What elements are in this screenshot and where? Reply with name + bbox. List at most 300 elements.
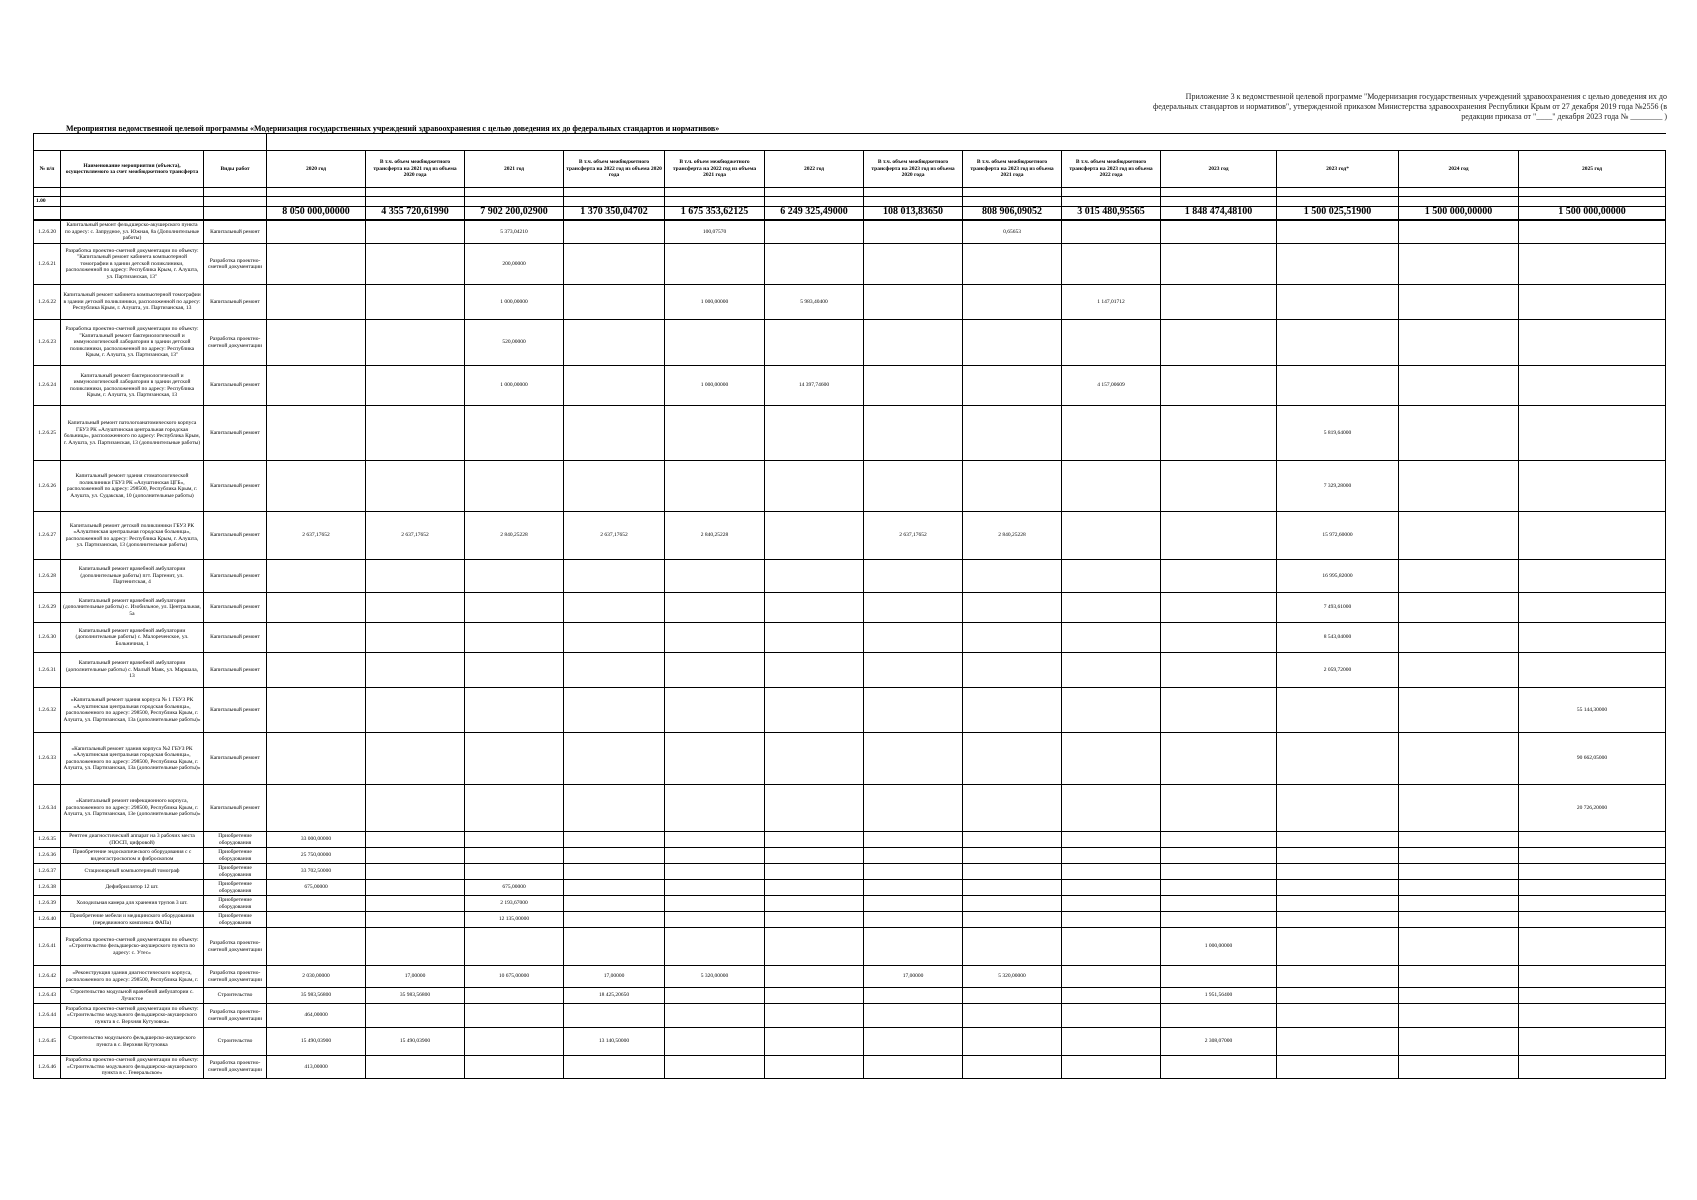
row-value xyxy=(1161,864,1277,880)
row-value: 0,65653 xyxy=(963,220,1062,244)
row-value xyxy=(564,848,665,864)
row-number: 1.2.6.29 xyxy=(34,593,61,623)
row-value xyxy=(963,896,1062,912)
row-value xyxy=(864,912,963,928)
row-value xyxy=(765,896,864,912)
total-2023-from-2020: 108 013,83650 xyxy=(864,206,963,220)
row-value xyxy=(665,864,765,880)
row-value xyxy=(1519,406,1666,461)
row-number: 1.2.6.36 xyxy=(34,848,61,864)
row-value xyxy=(1399,1056,1519,1079)
row-value: 464,00000 xyxy=(267,1004,366,1028)
row-value xyxy=(1161,560,1277,593)
row-value xyxy=(1062,623,1161,653)
row-value xyxy=(1277,366,1399,406)
row-work-type: Капитальный ремонт xyxy=(204,366,267,406)
row-value xyxy=(1161,244,1277,285)
row-work-type: Капитальный ремонт xyxy=(204,406,267,461)
row-name: Приобретение эндоскопического оборудования с с видеогастроскопом и фиброскопом xyxy=(61,848,204,864)
row-value xyxy=(1399,320,1519,366)
row-number: 1.2.6.46 xyxy=(34,1056,61,1079)
row-value xyxy=(267,366,366,406)
row-value xyxy=(1399,366,1519,406)
row-value xyxy=(366,653,465,688)
row-value: 2 059,72000 xyxy=(1277,653,1399,688)
row-value xyxy=(765,966,864,988)
row-value xyxy=(1277,244,1399,285)
row-value xyxy=(366,623,465,653)
row-value xyxy=(564,864,665,880)
row-value xyxy=(963,832,1062,848)
row-value xyxy=(1519,320,1666,366)
row-value xyxy=(465,560,564,593)
row-value xyxy=(1399,1028,1519,1056)
blank-row xyxy=(34,188,1666,197)
row-value xyxy=(267,560,366,593)
row-value xyxy=(1161,593,1277,623)
row-value xyxy=(1399,966,1519,988)
row-number: 1.2.6.44 xyxy=(34,1004,61,1028)
row-value: 4 157,00609 xyxy=(1062,366,1161,406)
row-value xyxy=(1519,966,1666,988)
row-value: 5 373,04210 xyxy=(465,220,564,244)
table-row xyxy=(34,366,1666,406)
row-value xyxy=(665,560,765,593)
row-value xyxy=(665,244,765,285)
row-value xyxy=(564,688,665,733)
row-value: 2 637,17652 xyxy=(267,512,366,560)
row-value: 5 983,40400 xyxy=(765,285,864,320)
row-value xyxy=(1399,928,1519,966)
table-row xyxy=(34,912,1666,928)
row-value xyxy=(1161,406,1277,461)
row-value: 55 144,30000 xyxy=(1519,688,1666,733)
row-value xyxy=(864,244,963,285)
row-value xyxy=(564,461,665,512)
row-value xyxy=(366,406,465,461)
row-work-type: Капитальный ремонт xyxy=(204,220,267,244)
row-value xyxy=(465,461,564,512)
row-value xyxy=(1277,928,1399,966)
row-value xyxy=(366,461,465,512)
row-value xyxy=(1519,988,1666,1004)
row-value xyxy=(1161,1004,1277,1028)
row-value: 18 425,20650 xyxy=(564,988,665,1004)
row-value xyxy=(1161,848,1277,864)
row-value xyxy=(564,406,665,461)
col-2025: 2025 год xyxy=(1519,151,1666,188)
row-work-type: Капитальный ремонт xyxy=(204,285,267,320)
row-value xyxy=(1519,653,1666,688)
row-value: 2 030,00000 xyxy=(267,966,366,988)
row-number: 1.2.6.25 xyxy=(34,406,61,461)
document-title: Мероприятия ведомственной целевой программы «Модернизация государственных учреждений здравоохранения с целью доведения их до федеральных стандартов и нормативов» xyxy=(66,124,720,133)
total-2020: 8 050 000,00000 xyxy=(267,206,366,220)
row-name: Приобретение мебели и медицинского оборудования (передвижного комплекса ФАПа) xyxy=(61,912,204,928)
row-work-type: Разработка проектно-сметной документации xyxy=(204,928,267,966)
row-value xyxy=(963,320,1062,366)
row-value xyxy=(1062,966,1161,988)
row-value xyxy=(1519,461,1666,512)
row-value: 7 329,28000 xyxy=(1277,461,1399,512)
row-value xyxy=(1519,1056,1666,1079)
row-value xyxy=(1399,848,1519,864)
row-value: 1 000,00000 xyxy=(465,366,564,406)
row-work-type: Приобретение оборудования xyxy=(204,848,267,864)
row-value xyxy=(665,653,765,688)
row-value xyxy=(765,653,864,688)
row-value xyxy=(465,593,564,623)
row-value xyxy=(366,928,465,966)
row-value xyxy=(564,832,665,848)
row-work-type: Строительство xyxy=(204,1028,267,1056)
row-value xyxy=(864,880,963,896)
table-row xyxy=(34,285,1666,320)
row-number: 1.2.6.34 xyxy=(34,785,61,832)
row-value xyxy=(864,896,963,912)
row-value xyxy=(564,1004,665,1028)
header-spacer-row xyxy=(34,134,1666,151)
table-row xyxy=(34,593,1666,623)
row-work-type: Приобретение оборудования xyxy=(204,896,267,912)
row-work-type: Разработка проектно-сметной документации xyxy=(204,966,267,988)
row-value xyxy=(1161,912,1277,928)
row-work-type: Разработка проектно-сметной документации xyxy=(204,1004,267,1028)
col-name: Наименование мероприятия (объекта), осуществляемого за счет межбюджетного трансферта xyxy=(61,151,204,188)
row-value xyxy=(1519,512,1666,560)
row-value xyxy=(963,880,1062,896)
row-value xyxy=(765,623,864,653)
row-value xyxy=(1399,880,1519,896)
row-value xyxy=(765,688,864,733)
row-value xyxy=(1519,896,1666,912)
table-row xyxy=(34,512,1666,560)
row-value xyxy=(864,220,963,244)
row-work-type: Капитальный ремонт xyxy=(204,623,267,653)
row-name: Холодильная камера для хранения трупов 3 шт. xyxy=(61,896,204,912)
row-value xyxy=(1277,1004,1399,1028)
row-value xyxy=(864,1004,963,1028)
row-value: 675,00000 xyxy=(267,880,366,896)
col-2022-from-2020: В т.ч. объем межбюджетного трансферта на 2022 год из объема 2020 года xyxy=(564,151,665,188)
row-name: Дефибриллятор 12 шт. xyxy=(61,880,204,896)
row-value: 17,00000 xyxy=(366,966,465,988)
row-value xyxy=(1062,832,1161,848)
row-value xyxy=(963,733,1062,785)
row-number: 1.2.6.24 xyxy=(34,366,61,406)
row-value xyxy=(963,1056,1062,1079)
row-value xyxy=(1519,220,1666,244)
row-name: Капитальный ремонт фельдшерско-акушерского пункта по адресу: с. Запрудное, ул. Южная, 8а (Дополнительные работы) xyxy=(61,220,204,244)
row-value: 200,00000 xyxy=(465,244,564,285)
row-value xyxy=(963,864,1062,880)
row-value xyxy=(267,320,366,366)
row-value: 13 140,50000 xyxy=(564,1028,665,1056)
row-value xyxy=(665,928,765,966)
row-value xyxy=(665,733,765,785)
row-value xyxy=(864,560,963,593)
row-value: 2 637,17652 xyxy=(564,512,665,560)
table-row xyxy=(34,320,1666,366)
row-value xyxy=(864,1028,963,1056)
row-value xyxy=(765,832,864,848)
row-number: 1.2.6.35 xyxy=(34,832,61,848)
row-value xyxy=(366,848,465,864)
row-value xyxy=(1277,733,1399,785)
row-name: Стационарный компьютерный томограф xyxy=(61,864,204,880)
row-name: Капитальный ремонт врачебной амбулатории (дополнительные работы) пгт. Партенит, ул. Партенитская, 4 xyxy=(61,560,204,593)
row-value xyxy=(564,366,665,406)
row-value xyxy=(1062,320,1161,366)
row-value: 17,00000 xyxy=(564,966,665,988)
row-value: 1 951,56400 xyxy=(1161,988,1277,1004)
row-number: 1.2.6.39 xyxy=(34,896,61,912)
row-number: 1.2.6.26 xyxy=(34,461,61,512)
table-row xyxy=(34,688,1666,733)
row-value xyxy=(366,880,465,896)
row-value xyxy=(1399,244,1519,285)
row-value xyxy=(1399,560,1519,593)
row-value xyxy=(1161,285,1277,320)
row-value xyxy=(465,1004,564,1028)
row-value: 8 543,04000 xyxy=(1277,623,1399,653)
row-value xyxy=(1519,1028,1666,1056)
total-2022-from-2021: 1 675 353,62125 xyxy=(665,206,765,220)
row-value xyxy=(564,785,665,832)
row-value xyxy=(665,785,765,832)
row-value xyxy=(1399,653,1519,688)
row-value xyxy=(765,560,864,593)
row-value xyxy=(1161,1056,1277,1079)
row-work-type: Приобретение оборудования xyxy=(204,832,267,848)
row-value xyxy=(1062,864,1161,880)
row-number: 1.2.6.23 xyxy=(34,320,61,366)
row-value xyxy=(267,461,366,512)
row-value xyxy=(1399,623,1519,653)
totals-row xyxy=(34,206,1666,220)
row-value xyxy=(465,785,564,832)
table-row xyxy=(34,966,1666,988)
row-value xyxy=(1062,988,1161,1004)
row-work-type: Капитальный ремонт xyxy=(204,785,267,832)
row-value xyxy=(765,244,864,285)
row-value xyxy=(1277,320,1399,366)
row-value: 35 983,56800 xyxy=(366,988,465,1004)
row-value xyxy=(1161,623,1277,653)
row-work-type: Капитальный ремонт xyxy=(204,560,267,593)
col-2023-from-2022: В т.ч. объем межбюджетного трансферта на 2023 год из объема 2022 года xyxy=(1062,151,1161,188)
row-value xyxy=(1161,512,1277,560)
col-2022-from-2021: В т.ч. объем межбюджетного трансферта на 2022 год из объема 2021 года xyxy=(665,151,765,188)
row-value xyxy=(864,848,963,864)
row-work-type: Разработка проектно-сметной документации xyxy=(204,1056,267,1079)
row-value xyxy=(864,320,963,366)
row-number: 1.2.6.33 xyxy=(34,733,61,785)
row-value xyxy=(665,461,765,512)
row-value xyxy=(1277,966,1399,988)
total-2022-from-2020: 1 370 350,04702 xyxy=(564,206,665,220)
row-number: 1.2.6.20 xyxy=(34,220,61,244)
row-value: 520,00000 xyxy=(465,320,564,366)
row-value xyxy=(765,320,864,366)
row-value xyxy=(1399,461,1519,512)
total-2023: 1 848 474,48100 xyxy=(1161,206,1277,220)
row-number: 1.2.6.22 xyxy=(34,285,61,320)
row-value xyxy=(765,406,864,461)
row-value: 1 000,00000 xyxy=(1161,928,1277,966)
row-value xyxy=(1277,1028,1399,1056)
row-name: Разработка проектно-сметной документации по объекту: "Капитальный ремонт бактериологической и иммунологической лаборатории в здании детской поликлиники, расположенной по адресу: Республика Крым, г. Алушта, ул. Партизанская, 13" xyxy=(61,320,204,366)
row-name: Разработка проектно-сметной документации по объекту: «Строительство модульного фельдшерско-акушерского пункта в с. Верхняя Кутузовка» xyxy=(61,1004,204,1028)
row-value: 5 320,00000 xyxy=(963,966,1062,988)
row-value xyxy=(1519,366,1666,406)
row-number: 1.2.6.42 xyxy=(34,966,61,988)
row-value xyxy=(864,366,963,406)
row-number: 1.2.6.31 xyxy=(34,653,61,688)
table-row xyxy=(34,1004,1666,1028)
row-value xyxy=(665,988,765,1004)
row-name: Капитальный ремонт детской поликлиники ГБУЗ РК «Алуштинская центральная городская больница», расположенной по адресу: Республика Крым, г. Алушта, ул. Партизанская, 13 (дополнительные работы) xyxy=(61,512,204,560)
appendix-note: Приложение 3 к ведомственной целевой программе "Модернизация государственных учреждений здравоохранения с целью доведения их до федеральных стандартов и нормативов", утвержденной приказом Министерства здравоохранения Республики Крым от 27 декабря 2019 года №2556 (в редакции приказа от "____" декабря 2023 года № ________ ) xyxy=(1153,92,1667,121)
row-value xyxy=(564,560,665,593)
row-value: 2 840,25228 xyxy=(465,512,564,560)
row-value: 20 726,20000 xyxy=(1519,785,1666,832)
row-value xyxy=(1519,285,1666,320)
col-2023-from-2021: В т.ч. объем межбюджетного трансферта на 2023 год из объема 2021 года xyxy=(963,151,1062,188)
row-value xyxy=(267,285,366,320)
row-value xyxy=(1277,848,1399,864)
row-value xyxy=(963,988,1062,1004)
row-value xyxy=(1161,966,1277,988)
row-value xyxy=(1399,688,1519,733)
row-value xyxy=(564,220,665,244)
row-value: 2 637,17652 xyxy=(366,512,465,560)
row-value: 90 662,05000 xyxy=(1519,733,1666,785)
row-value xyxy=(864,285,963,320)
row-value xyxy=(267,785,366,832)
row-value xyxy=(665,688,765,733)
table-row xyxy=(34,864,1666,880)
row-value xyxy=(366,593,465,623)
row-value: 1 000,00000 xyxy=(465,285,564,320)
table-row xyxy=(34,785,1666,832)
row-value xyxy=(1062,560,1161,593)
row-value xyxy=(1399,864,1519,880)
total-2023-star: 1 500 025,51900 xyxy=(1277,206,1399,220)
row-value xyxy=(1519,1004,1666,1028)
row-value xyxy=(564,733,665,785)
col-2023: 2023 год xyxy=(1161,151,1277,188)
row-work-type: Разработка проектно-сметной документации xyxy=(204,320,267,366)
row-value: 15 972,60000 xyxy=(1277,512,1399,560)
row-name: «Капитальный ремонт здания корпуса №2 ГБУЗ РК «Алуштинская центральная городская больница», расположенного по адресу: 298500, Республика Крым, г. Алушта, ул. Партизанская, 13а (дополнительные работы)» xyxy=(61,733,204,785)
row-work-type: Приобретение оборудования xyxy=(204,912,267,928)
col-2022: 2022 год xyxy=(765,151,864,188)
row-value xyxy=(1161,320,1277,366)
row-value xyxy=(665,880,765,896)
total-2023-from-2022: 3 015 480,95565 xyxy=(1062,206,1161,220)
row-value xyxy=(465,848,564,864)
row-value xyxy=(665,1004,765,1028)
row-name: Капитальный ремонт здания стоматологической поликлиники ГБУЗ РК «Алуштинская ЦГБ», расположенной по адресу: 298500, Республика Крым, г. Алушта, ул. Судакская, 10 (дополнительные работы) xyxy=(61,461,204,512)
row-value xyxy=(1062,848,1161,864)
table-row xyxy=(34,623,1666,653)
row-value xyxy=(1519,560,1666,593)
row-value xyxy=(864,988,963,1004)
row-value xyxy=(366,896,465,912)
row-value xyxy=(963,1028,1062,1056)
row-value xyxy=(864,688,963,733)
row-value xyxy=(963,688,1062,733)
row-value xyxy=(1277,864,1399,880)
row-value xyxy=(765,461,864,512)
row-value xyxy=(1519,880,1666,896)
row-value xyxy=(1277,912,1399,928)
table-row xyxy=(34,244,1666,285)
row-value xyxy=(1399,896,1519,912)
row-value xyxy=(665,896,765,912)
row-value xyxy=(963,653,1062,688)
row-name: Рентген диагностический аппарат на 3 рабочих места (ПОСП, цифровой) xyxy=(61,832,204,848)
row-value xyxy=(963,785,1062,832)
row-value: 10 675,00000 xyxy=(465,966,564,988)
row-value xyxy=(765,1004,864,1028)
table-row xyxy=(34,560,1666,593)
table-body xyxy=(34,220,1666,1079)
row-value xyxy=(665,623,765,653)
row-value xyxy=(366,244,465,285)
row-value: 413,00000 xyxy=(267,1056,366,1079)
row-value xyxy=(765,928,864,966)
row-value xyxy=(765,785,864,832)
row-value xyxy=(1062,593,1161,623)
row-value: 2 193,67000 xyxy=(465,896,564,912)
row-value xyxy=(1161,896,1277,912)
table-row xyxy=(34,928,1666,966)
row-value xyxy=(963,285,1062,320)
table-row xyxy=(34,1056,1666,1079)
row-value xyxy=(1519,832,1666,848)
row-value xyxy=(1519,912,1666,928)
row-value xyxy=(366,864,465,880)
row-number: 1.2.6.43 xyxy=(34,988,61,1004)
row-work-type: Капитальный ремонт xyxy=(204,733,267,785)
row-name: Капитальный ремонт врачебной амбулатории (дополнительные работы) с. Малый Маяк, ул. Маршала, 13 xyxy=(61,653,204,688)
row-value xyxy=(1062,406,1161,461)
row-value xyxy=(765,988,864,1004)
row-value xyxy=(465,928,564,966)
row-number: 1.2.6.37 xyxy=(34,864,61,880)
row-number: 1.2.6.27 xyxy=(34,512,61,560)
row-value xyxy=(1277,988,1399,1004)
row-value xyxy=(465,623,564,653)
row-value xyxy=(1277,880,1399,896)
table-row xyxy=(34,220,1666,244)
row-value xyxy=(1399,512,1519,560)
row-value xyxy=(1399,220,1519,244)
row-value xyxy=(366,220,465,244)
row-value xyxy=(963,928,1062,966)
row-value xyxy=(1277,832,1399,848)
row-value xyxy=(366,285,465,320)
row-value xyxy=(765,1028,864,1056)
row-value xyxy=(1161,832,1277,848)
row-value xyxy=(564,928,665,966)
total-2021: 7 902 200,02900 xyxy=(465,206,564,220)
row-value xyxy=(1399,785,1519,832)
row-value xyxy=(963,623,1062,653)
row-value xyxy=(1161,461,1277,512)
